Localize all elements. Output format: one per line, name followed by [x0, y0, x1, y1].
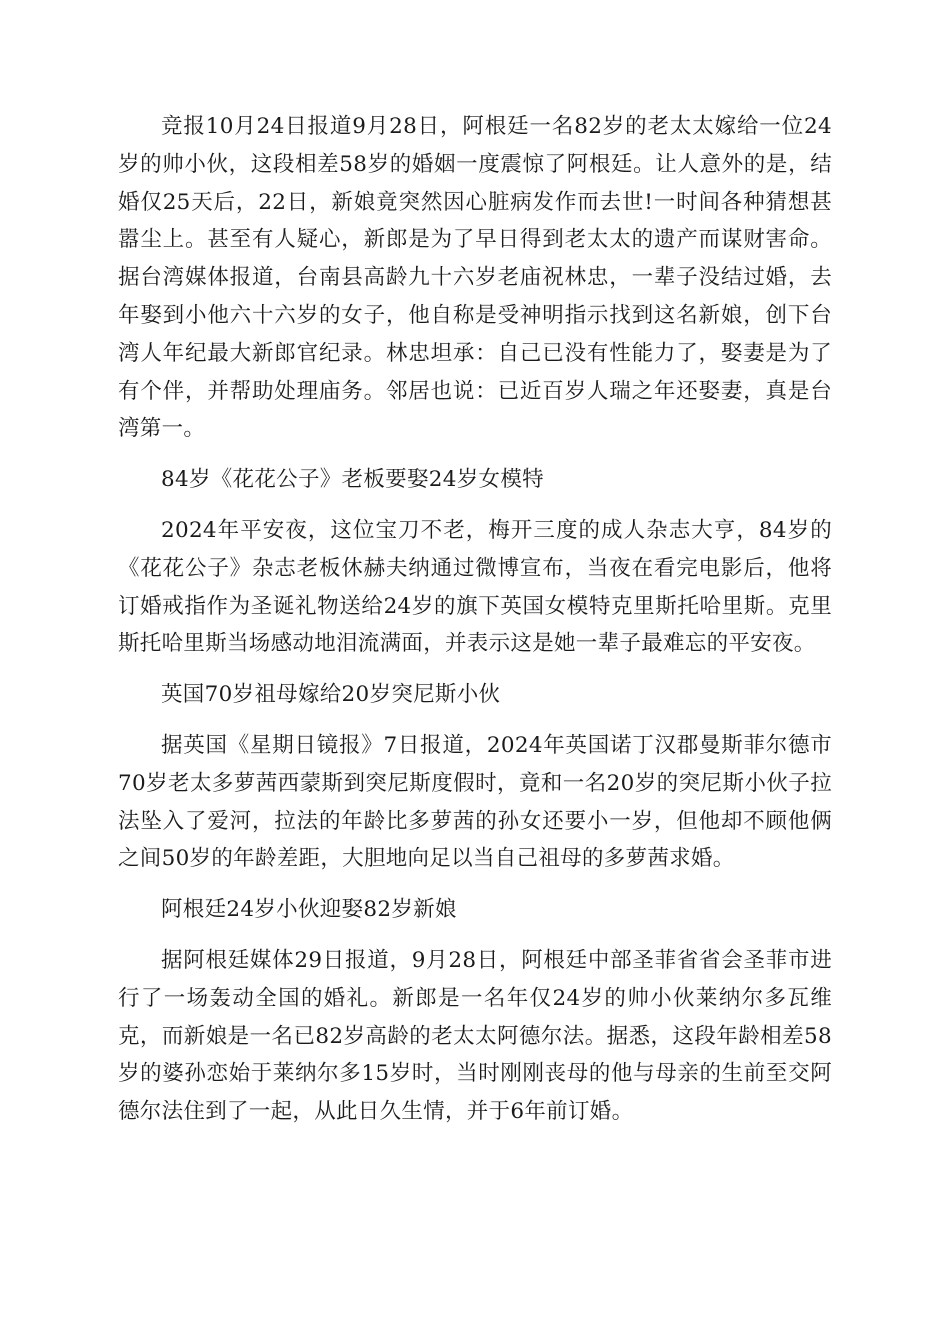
- section-heading-argentina: 阿根廷24岁小伙迎娶82岁新娘: [161, 897, 457, 923]
- uk-grandmother-paragraph: 据英国《星期日镜报》7日报道，2024年英国诺丁汉郡曼斯菲尔德市70岁老太多萝茜西蒙斯到突尼斯度假时，竟和一名20岁的突尼斯小伙子拉法坠入了爱河，拉法的年龄比多萝茜的孙女还要小一岁，但他却不顾他俩之间50岁的年龄差距，大胆地向足以当自己祖母的多萝茜求婚。: [118, 732, 832, 872]
- section-heading-uk-grandmother: 英国70岁祖母嫁给20岁突尼斯小伙: [161, 682, 501, 708]
- section-heading-playboy: 84岁《花花公子》老板要娶24岁女模特: [161, 467, 544, 493]
- intro-paragraph: 竞报10月24日报道9月28日，阿根廷一名82岁的老太太嫁给一位24岁的帅小伙，这段相差58岁的婚姻一度震惊了阿根廷。让人意外的是，结婚仅25天后，22日，新娘竟突然因心脏病发作而去世!一时间各种猜想甚嚣尘上。甚至有人疑心，新郎是为了早日得到老太太的遗产而谋财害命。据台湾媒体报道，台南县高龄九十六岁老庙祝林忠，一辈子没结过婚，去年娶到小他六十六岁的女子，他自称是受神明指示找到这名新娘，创下台湾人年纪最大新郎官纪录。林忠坦承：自己已没有性能力了，娶妻是为了有个伴，并帮助处理庙务。邻居也说：已近百岁人瑞之年还娶妻，真是台湾第一。: [118, 114, 832, 442]
- playboy-paragraph: 2024年平安夜，这位宝刀不老，梅开三度的成人杂志大亨，84岁的《花花公子》杂志老板休赫夫纳通过微博宣布，当夜在看完电影后，他将订婚戒指作为圣诞礼物送给24岁的旗下英国女模特克里斯托哈里斯。克里斯托哈里斯当场感动地泪流满面，并表示这是她一辈子最难忘的平安夜。: [118, 517, 832, 657]
- argentina-paragraph: 据阿根廷媒体29日报道，9月28日，阿根廷中部圣菲省省会圣菲市进行了一场轰动全国的婚礼。新郎是一名年仅24岁的帅小伙莱纳尔多瓦维克，而新娘是一名已82岁高龄的老太太阿德尔法。据悉，这段年龄相差58岁的婆孙恋始于莱纳尔多15岁时，当时刚刚丧母的他与母亲的生前至交阿德尔法住到了一起，从此日久生情，并于6年前订婚。: [118, 947, 832, 1125]
- document-page: [118, 108, 832, 1144]
